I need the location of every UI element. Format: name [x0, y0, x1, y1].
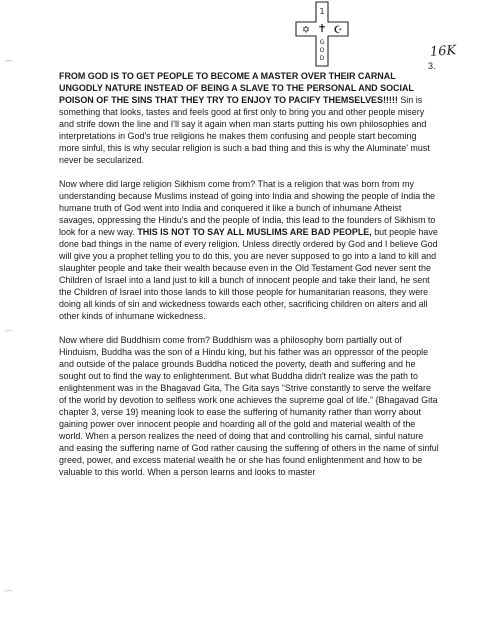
- svg-text:✝: ✝: [317, 22, 327, 35]
- punch-hole-mark: [4, 590, 13, 595]
- cross-emblem-icon: [292, 0, 352, 68]
- text-run: Now where did large religion Sikhism come from? That is a religion that was born from my understanding because Muslims instead of going into India and showing the people of India the humane truth of God went into India and conquered it like a bunch of inhumane Atheist savages, oppressing the Hindu's and the people of India, this lead to the founders of Sikhism to look for a new way.: [59, 179, 436, 237]
- bold-text: THIS IS NOT TO SAY ALL MUSLIMS ARE BAD PEOPLE,: [137, 227, 372, 237]
- text-run: Sin is something that looks, tastes and feels good at first only to bring you and other people misery and strife down the line and I'll say it again when man starts putting his own philosophies and interpretations in God's true religions he makes them confusing and people start becoming more sinful, this is why secular religion is such a bad thing and this is why the Aluminate' must never be secularized.: [59, 95, 430, 165]
- punch-hole-mark: [4, 60, 13, 65]
- paragraph: [59, 334, 439, 478]
- paragraph: [59, 178, 439, 322]
- page-number: 3.: [428, 61, 436, 71]
- text-run: Now where did Buddhism come from? Buddhism was a philosophy born partially out of Hinduism, Buddha was the son of a Hindu king, but his father was an oppressor of the people and outside of the palace grounds Buddha noticed the poverty, death and suffering and he sought out to find the way to enlightenment. But what Buddha didn't realize was the path to enlightenment was in the Bhagavad Gita, The Gita says “Strive constantly to serve the welfare of the world by devotion to selfless work one achieves the supreme goal of life.” {Bhagavad Gita chapter 3, verse 19} meaning look to ease the suffering of humanity rather than worry about gaining power over innocent people and hoarding all of the gold and material wealth of the world. When a person realizes the need of doing that and controlling his carnal, sinful nature and easing the suffering name of God rather causing the suffering of others in the name of sinful greed, power, and excess material wealth he or she has found enlightenment and how to be valuable to this world. When a person learns and looks to master: [59, 335, 439, 477]
- paragraph: [59, 70, 439, 166]
- text-run: but people have done bad things in the name of every religion. Unless directly ordered by God and I believe God will give you a prophet telling you to do this, you are never supposed to go into a land to kill and slaughter people and take their wealth because even in the Old Testament God never sent the Children of Israel into a land just to kill a bunch of innocent people and take their land, he sent the Children of Israel into those lands to kill those people for humanitarian reasons, they were doing all kinds of sin and wickedness towards each other, sacrificing children on alters and all other kinds of inhumane wickedness.: [59, 227, 438, 321]
- handwritten-note: 16K: [429, 43, 457, 60]
- emblem-mark: O: [319, 47, 325, 54]
- svg-text:✡: ✡: [301, 25, 311, 36]
- emblem-mark: 1: [319, 7, 325, 16]
- svg-text:☪: ☪: [333, 25, 343, 36]
- punch-hole-mark: [4, 330, 13, 335]
- body-text: [59, 70, 439, 490]
- emblem-mark: G: [319, 39, 325, 46]
- bold-text: FROM GOD IS TO GET PEOPLE TO BECOME A MASTER OVER THEIR CARNAL UNGODLY NATURE INSTEAD OF BEING A SLAVE TO THE PERSONAL AND SOCIAL POISON OF THE SINS THAT THEY TRY TO ENJOY TO PACIFY THEMSELVES!!!!!: [59, 71, 414, 105]
- emblem-mark: D: [319, 55, 325, 62]
